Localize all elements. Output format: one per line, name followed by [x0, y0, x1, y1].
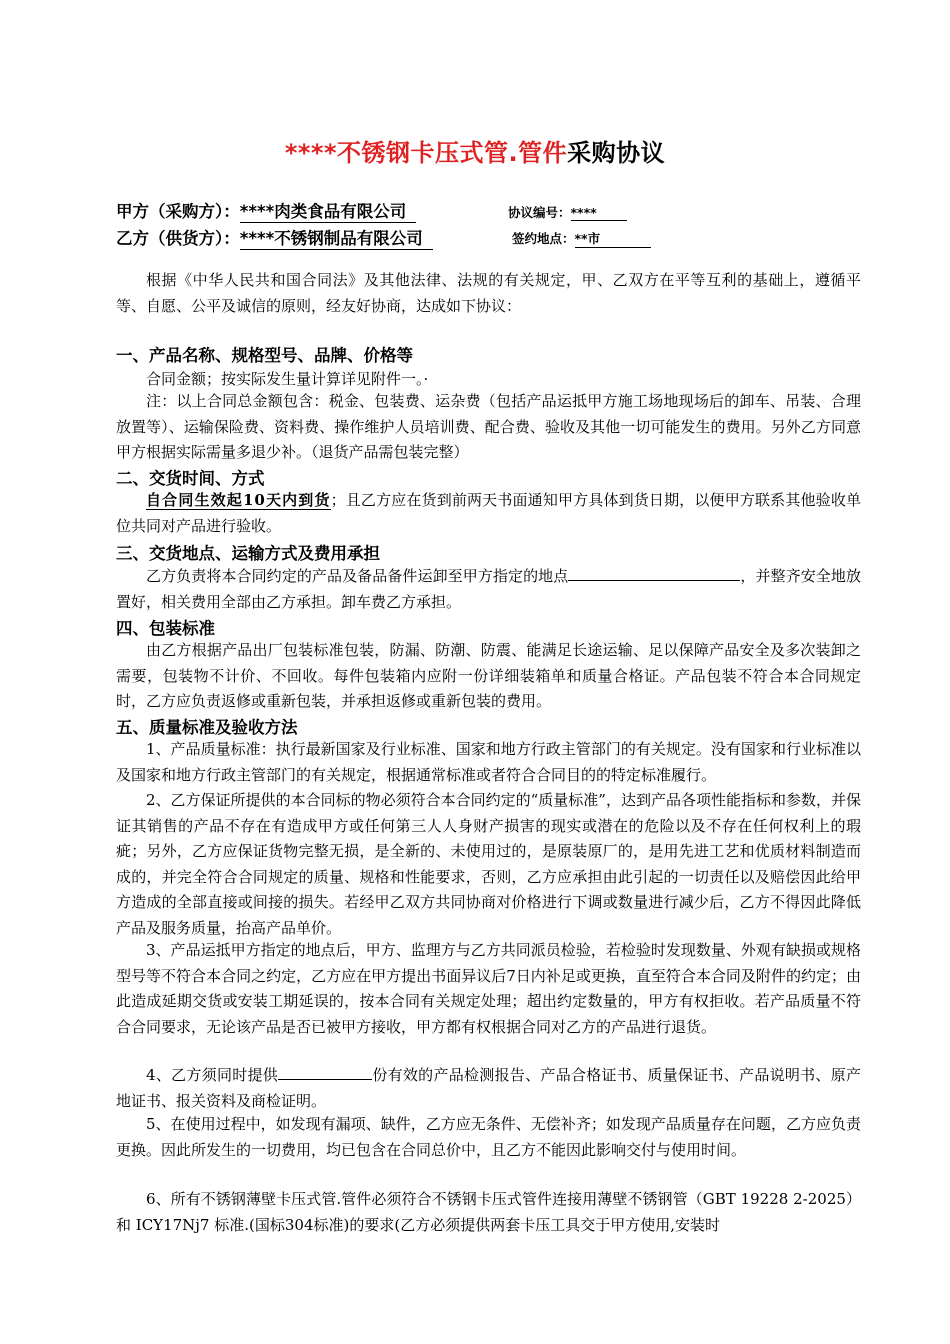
section-2-heading: 二、交货时间、方式	[116, 469, 265, 488]
party-a	[116, 198, 416, 223]
section-3-heading: 三、交货地点、运输方式及费用承担	[116, 544, 380, 563]
section-4-paragraph: 由乙方根据产品出厂包装标准包装，防漏、防潮、防震、能满足长途运输、足以保障产品安全及多次装卸之需要，包装物不计价、不回收。每件包装箱内应附一份详细装箱单和质量合格证。产品包装不符合本合同规定时，乙方应负责返修或重新包装，并承担返修或重新包装的费用。	[116, 641, 861, 711]
section-5-item-3: 3、产品运抵甲方指定的地点后，甲方、监理方与乙方共同派员检验，若检验时发现数量、外观有缺损或规格型号等不符合本合同之约定，乙方应在甲方提出书面异议后7日内补足或更换，直至符合本合同及附件的约定；由此造成延期交货或安装工期延误的，按本合同有关规定处理；超出约定数量的，甲方有权拒收。若产品质量不符合合同要求，无论该产品是否已被甲方接收，甲方都有权根据合同对乙方的产品进行退货。	[116, 941, 861, 1036]
section-5-item-5: 5、在使用过程中，如发现有漏项、缺件，乙方应无条件、无偿补齐；如发现产品质量存在问题，乙方应负责更换。因此所发生的一切费用，均已包含在合同总价中，且乙方不能因此影响交付与使用时间。	[116, 1115, 861, 1159]
delivery-deadline: 自合同生效起10天内到货	[146, 491, 331, 509]
party-a-label: 甲方（采购方）：	[116, 202, 240, 221]
section-2-rest: ；且乙方应在货到前两天书面通知甲方具体到货日期，以便甲方联系其他验收单位共同对产品进行验收。	[116, 491, 861, 535]
party-b	[116, 225, 433, 250]
title-product: ****不锈钢卡压式管.管件	[284, 139, 568, 167]
sign-place-value: **市	[575, 229, 651, 248]
sign-place	[512, 229, 651, 248]
section-4-heading: 四、包装标准	[116, 619, 215, 638]
section-5-item-2: 2、乙方保证所提供的本合同标的物必须符合本合同约定的“质量标准”，达到产品各项性能指标和参数，并保证其销售的产品不存在有造成甲方或任何第三人人身财产损害的现实或潜在的危险以及不存在任何权利上的瑕疵；另外，乙方应保证货物完整无损，是全新的、未使用过的，是原装原厂的，是用先进工艺和优质材料制造而成的，并完全符合合同规定的质量、规格和性能要求，否则，乙方应承担由此引起的一切责任以及赔偿因此给甲方造成的全部直接或间接的损失。若经甲乙双方共同协商对价格进行下调或数量进行减少后，乙方不得因此降低产品及服务质量，抬高产品单价。	[116, 791, 861, 937]
section-1-paragraph-1: 合同金额；按实际发生量计算详见附件一。·	[146, 370, 429, 388]
section-5-item-4-before: 4、乙方须同时提供	[146, 1066, 279, 1084]
agreement-number-label: 协议编号：	[508, 205, 571, 220]
section-1-heading: 一、产品名称、规格型号、品牌、价格等	[116, 346, 413, 365]
section-5-heading: 五、质量标准及验收方法	[116, 718, 298, 737]
party-b-name: ****不锈钢制品有限公司	[240, 225, 433, 250]
copies-blank	[278, 1063, 372, 1080]
section-5-item-4-after: 份有效的产品检测报告、产品合格证书、质量保证书、产品说明书、原产地证书、报关资料及商检证明。	[116, 1066, 861, 1110]
delivery-location-blank	[568, 564, 740, 581]
section-5-item-4	[116, 1063, 861, 1114]
section-5-item-1: 1、产品质量标准：执行最新国家及行业标准、国家和地方行政主管部门的有关规定。没有国家和行业标准以及国家和地方行政主管部门的有关规定，根据通常标准或者符合合同目的的特定标准履行。	[116, 740, 861, 784]
agreement-number-value: ****	[571, 205, 627, 221]
party-b-label: 乙方（供货方）：	[116, 229, 240, 248]
section-2-paragraph	[116, 488, 861, 539]
document-title	[0, 133, 950, 168]
section-5-item-6: 6、所有不锈钢薄壁卡压式管.管件必须符合不锈钢卡压式管件连接用薄壁不锈钢管（GBT 19228 2-2025）和 ICY17Nj7 标准.(国标304标准)的要求(乙方必须提供两套卡压工具交于甲方使用,安装时	[116, 1190, 861, 1234]
section-3-paragraph	[116, 564, 861, 615]
section-3-before: 乙方负责将本合同约定的产品及备品备件运卸至甲方指定的地点	[146, 567, 569, 585]
party-a-name: ****肉类食品有限公司	[240, 198, 417, 223]
intro-paragraph: 根据《中华人民共和国合同法》及其他法律、法规的有关规定，甲、乙双方在平等互利的基础上，遵循平等、自愿、公平及诚信的原则，经友好协商，达成如下协议：	[116, 271, 861, 315]
agreement-number	[508, 203, 627, 221]
title-suffix: 采购协议	[567, 139, 666, 167]
section-3-after: ，并整齐安全地放置好，相关费用全部由乙方承担。卸车费乙方承担。	[116, 567, 861, 611]
sign-place-label: 签约地点：	[512, 231, 575, 246]
section-1-paragraph-2: 注：以上合同总金额包含：税金、包装费、运杂费（包括产品运抵甲方施工场地现场后的卸车、吊装、合理放置等）、运输保险费、资料费、操作维护人员培训费、配合费、验收及其他一切可能发生的费用。另外乙方同意甲方根据实际需量多退少补。（退货产品需包装完整）	[116, 392, 861, 462]
